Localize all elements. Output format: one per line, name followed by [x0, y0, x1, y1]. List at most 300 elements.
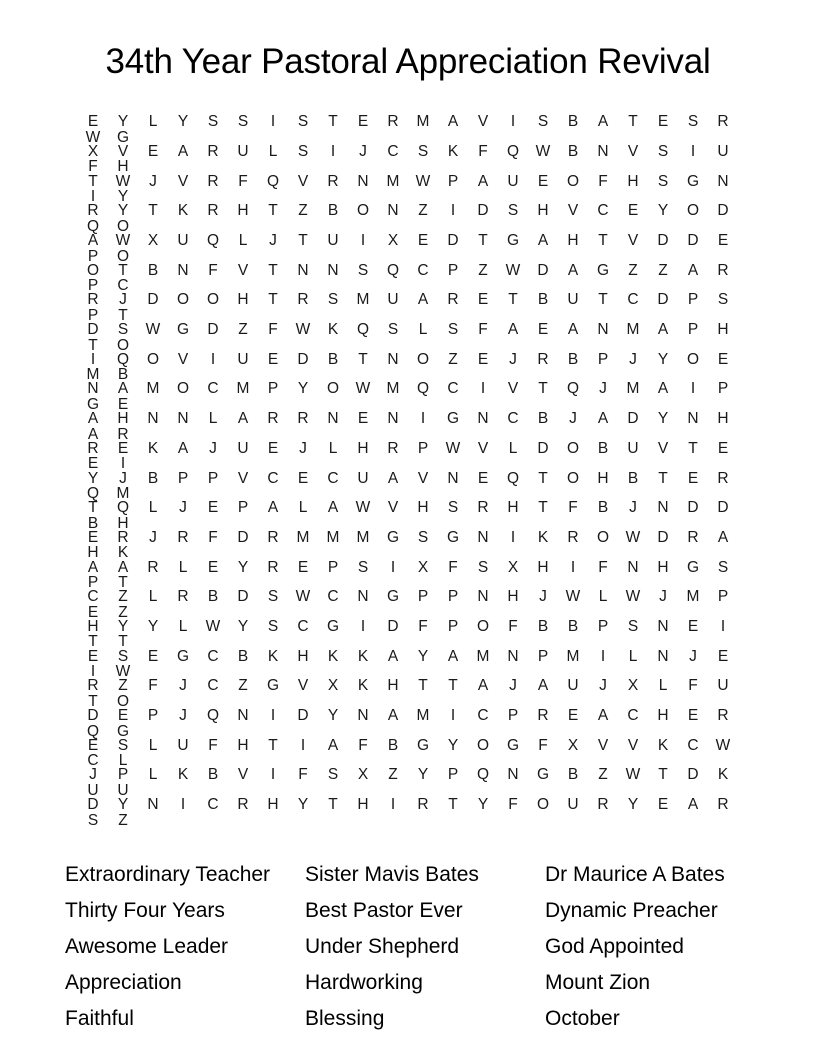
grid-cell[interactable]: E	[537, 172, 549, 190]
grid-cell[interactable]: A	[597, 707, 609, 724]
grid-cell[interactable]: A	[327, 499, 339, 517]
grid-cell[interactable]: N	[477, 588, 489, 606]
grid-cell[interactable]: H	[387, 677, 399, 695]
grid-cell[interactable]: J	[659, 588, 667, 606]
grid-cell[interactable]: V	[657, 439, 669, 457]
grid-cell[interactable]: R	[87, 291, 99, 309]
grid-cell[interactable]: V	[567, 202, 579, 220]
grid-cell[interactable]: T	[298, 232, 308, 249]
grid-cell[interactable]: Y	[117, 202, 129, 220]
grid-cell[interactable]: H	[87, 617, 99, 635]
grid-cell[interactable]: S	[117, 647, 129, 665]
grid-cell[interactable]: Z	[118, 603, 128, 621]
grid-cell[interactable]: A	[567, 321, 579, 339]
grid-cell[interactable]: C	[447, 380, 459, 398]
grid-cell[interactable]: A	[387, 707, 399, 724]
grid-cell[interactable]: E	[417, 232, 429, 249]
grid-cell[interactable]: V	[177, 350, 189, 368]
grid-cell[interactable]: U	[357, 469, 369, 487]
grid-cell[interactable]: B	[207, 766, 219, 784]
grid-cell[interactable]: T	[358, 350, 368, 368]
grid-cell[interactable]: W	[85, 128, 101, 146]
word-list-item[interactable]: Under Shepherd	[305, 934, 460, 958]
grid-cell[interactable]: E	[357, 113, 369, 131]
grid-cell[interactable]: A	[387, 469, 399, 487]
grid-cell[interactable]: H	[537, 202, 549, 220]
grid-cell[interactable]: S	[447, 321, 459, 339]
word-list-item[interactable]: Sister Mavis Bates	[305, 862, 479, 886]
grid-cell[interactable]: M	[416, 707, 430, 724]
grid-cell[interactable]: A	[477, 677, 489, 695]
grid-cell[interactable]: H	[717, 410, 729, 428]
word-list-item[interactable]: Dr Maurice A Bates	[545, 862, 725, 886]
grid-cell[interactable]: O	[566, 469, 580, 487]
grid-cell[interactable]: P	[147, 707, 159, 724]
grid-cell[interactable]: A	[237, 410, 249, 428]
grid-cell[interactable]: Y	[147, 617, 159, 635]
grid-cell[interactable]: Y	[237, 558, 249, 576]
grid-cell[interactable]: R	[447, 291, 459, 309]
grid-cell[interactable]: J	[689, 647, 697, 665]
grid-cell[interactable]: R	[717, 469, 729, 487]
grid-cell[interactable]: T	[118, 574, 128, 592]
grid-cell[interactable]: G	[176, 321, 190, 339]
grid-cell[interactable]: S	[417, 528, 429, 546]
grid-cell[interactable]: R	[687, 528, 699, 546]
grid-cell[interactable]: K	[177, 202, 189, 220]
grid-cell[interactable]: J	[209, 439, 217, 457]
grid-cell[interactable]: I	[120, 455, 126, 473]
grid-cell[interactable]: U	[507, 172, 519, 190]
grid-cell[interactable]: Z	[118, 588, 128, 606]
grid-cell[interactable]: E	[87, 528, 99, 546]
grid-cell[interactable]: C	[627, 291, 639, 309]
grid-cell[interactable]: J	[149, 528, 157, 546]
grid-cell[interactable]: C	[597, 202, 609, 220]
grid-cell[interactable]: C	[207, 796, 219, 814]
grid-cell[interactable]: X	[567, 736, 579, 754]
grid-cell[interactable]: A	[477, 172, 489, 190]
grid-cell[interactable]: G	[116, 128, 130, 146]
grid-cell[interactable]: C	[507, 410, 519, 428]
grid-cell[interactable]: S	[657, 142, 669, 160]
grid-cell[interactable]: H	[117, 410, 129, 428]
grid-cell[interactable]: V	[297, 172, 309, 190]
grid-cell[interactable]: P	[267, 380, 279, 398]
grid-cell[interactable]: Y	[327, 707, 339, 724]
grid-cell[interactable]: C	[87, 752, 99, 770]
grid-cell[interactable]: V	[387, 499, 399, 517]
grid-cell[interactable]: N	[297, 261, 309, 279]
grid-cell[interactable]: J	[179, 707, 187, 724]
grid-cell[interactable]: T	[88, 499, 98, 517]
grid-cell[interactable]: G	[266, 677, 280, 695]
grid-cell[interactable]: N	[657, 499, 669, 517]
grid-cell[interactable]: V	[117, 142, 129, 160]
grid-cell[interactable]: D	[537, 439, 549, 457]
grid-cell[interactable]: D	[537, 261, 549, 279]
grid-cell[interactable]: S	[357, 261, 369, 279]
grid-cell[interactable]: C	[627, 707, 639, 724]
grid-cell[interactable]: E	[267, 350, 279, 368]
grid-cell[interactable]: W	[535, 142, 551, 160]
grid-cell[interactable]: B	[627, 469, 639, 487]
grid-cell[interactable]: D	[687, 499, 699, 517]
grid-cell[interactable]: U	[717, 142, 729, 160]
grid-cell[interactable]: G	[326, 617, 340, 635]
grid-cell[interactable]: A	[447, 647, 459, 665]
grid-cell[interactable]: W	[145, 321, 161, 339]
grid-cell[interactable]: K	[327, 647, 339, 665]
grid-cell[interactable]: P	[87, 574, 99, 592]
grid-cell[interactable]: T	[538, 469, 548, 487]
grid-cell[interactable]: F	[298, 766, 308, 784]
grid-cell[interactable]: K	[357, 677, 369, 695]
grid-cell[interactable]: P	[687, 291, 699, 309]
grid-cell[interactable]: N	[387, 410, 399, 428]
grid-cell[interactable]: R	[717, 796, 729, 814]
grid-cell[interactable]: T	[118, 306, 128, 324]
grid-cell[interactable]: E	[297, 558, 309, 576]
grid-cell[interactable]: J	[599, 677, 607, 695]
grid-cell[interactable]: Z	[118, 677, 128, 695]
grid-cell[interactable]: T	[658, 766, 668, 784]
grid-cell[interactable]: M	[296, 528, 310, 546]
word-list-item[interactable]: Faithful	[65, 1006, 134, 1030]
grid-cell[interactable]: S	[717, 558, 729, 576]
grid-cell[interactable]: F	[568, 499, 578, 517]
grid-cell[interactable]: F	[538, 736, 548, 754]
grid-cell[interactable]: L	[148, 736, 158, 754]
grid-cell[interactable]: R	[417, 796, 429, 814]
grid-cell[interactable]: Q	[506, 469, 520, 487]
grid-cell[interactable]: O	[116, 336, 130, 354]
grid-cell[interactable]: P	[417, 439, 429, 457]
grid-cell[interactable]: B	[117, 366, 129, 384]
grid-cell[interactable]: N	[597, 142, 609, 160]
grid-cell[interactable]: E	[267, 439, 279, 457]
grid-cell[interactable]: E	[627, 202, 639, 220]
grid-cell[interactable]: M	[476, 647, 490, 665]
grid-cell[interactable]: V	[627, 232, 639, 249]
grid-cell[interactable]: X	[147, 232, 159, 249]
grid-cell[interactable]: L	[628, 647, 638, 665]
grid-cell[interactable]: W	[355, 380, 371, 398]
grid-cell[interactable]: D	[657, 528, 669, 546]
grid-cell[interactable]: Y	[657, 410, 669, 428]
grid-cell[interactable]: E	[207, 558, 219, 576]
grid-cell[interactable]: A	[87, 425, 99, 443]
grid-cell[interactable]: P	[717, 380, 729, 398]
grid-cell[interactable]: E	[687, 469, 699, 487]
grid-cell[interactable]: M	[146, 380, 160, 398]
grid-cell[interactable]: F	[688, 677, 698, 695]
grid-cell[interactable]: P	[87, 277, 99, 295]
grid-cell[interactable]: Y	[417, 766, 429, 784]
word-list-item[interactable]: God Appointed	[545, 934, 684, 958]
grid-cell[interactable]: N	[327, 410, 339, 428]
grid-cell[interactable]: S	[87, 811, 99, 829]
grid-cell[interactable]: T	[448, 677, 458, 695]
grid-cell[interactable]: C	[267, 469, 279, 487]
grid-cell[interactable]: Z	[658, 261, 668, 279]
grid-cell[interactable]: N	[447, 469, 459, 487]
grid-cell[interactable]: G	[506, 232, 520, 249]
grid-cell[interactable]: L	[658, 677, 668, 695]
grid-cell[interactable]: N	[627, 558, 639, 576]
grid-cell[interactable]: U	[387, 291, 399, 309]
grid-cell[interactable]: X	[87, 142, 99, 160]
grid-cell[interactable]: H	[717, 321, 729, 339]
grid-cell[interactable]: D	[687, 766, 699, 784]
grid-cell[interactable]: Z	[598, 766, 608, 784]
grid-cell[interactable]: H	[657, 707, 669, 724]
grid-cell[interactable]: L	[178, 617, 188, 635]
grid-cell[interactable]: E	[147, 142, 159, 160]
grid-cell[interactable]: J	[509, 350, 517, 368]
grid-cell[interactable]: N	[387, 350, 399, 368]
grid-cell[interactable]: D	[447, 232, 459, 249]
grid-cell[interactable]: T	[88, 172, 98, 190]
grid-cell[interactable]: V	[177, 172, 189, 190]
grid-cell[interactable]: M	[686, 588, 700, 606]
grid-cell[interactable]: H	[537, 558, 549, 576]
word-list-item[interactable]: Awesome Leader	[65, 934, 229, 958]
grid-cell[interactable]: E	[357, 410, 369, 428]
grid-cell[interactable]: C	[687, 736, 699, 754]
grid-cell[interactable]: W	[625, 528, 641, 546]
grid-cell[interactable]: O	[566, 172, 580, 190]
grid-cell[interactable]: D	[87, 796, 99, 814]
grid-cell[interactable]: R	[117, 528, 129, 546]
grid-cell[interactable]: W	[205, 617, 221, 635]
grid-cell[interactable]: L	[268, 142, 278, 160]
grid-cell[interactable]: H	[417, 499, 429, 517]
grid-cell[interactable]: A	[177, 142, 189, 160]
grid-cell[interactable]: W	[715, 736, 731, 754]
grid-cell[interactable]: F	[238, 172, 248, 190]
grid-cell[interactable]: B	[597, 499, 609, 517]
grid-cell[interactable]: B	[237, 647, 249, 665]
grid-cell[interactable]: N	[357, 588, 369, 606]
grid-cell[interactable]: L	[238, 232, 248, 249]
grid-cell[interactable]: J	[299, 439, 307, 457]
grid-cell[interactable]: G	[506, 736, 520, 754]
grid-cell[interactable]: O	[476, 736, 490, 754]
grid-cell[interactable]: Q	[416, 380, 430, 398]
grid-cell[interactable]: M	[356, 291, 370, 309]
grid-cell[interactable]: P	[207, 469, 219, 487]
grid-cell[interactable]: D	[717, 202, 729, 220]
grid-cell[interactable]: S	[207, 113, 219, 131]
grid-cell[interactable]: A	[327, 736, 339, 754]
grid-cell[interactable]: T	[268, 261, 278, 279]
grid-cell[interactable]: G	[686, 172, 700, 190]
grid-cell[interactable]: R	[717, 261, 729, 279]
grid-cell[interactable]: T	[538, 380, 548, 398]
grid-cell[interactable]: R	[717, 707, 729, 724]
grid-cell[interactable]: D	[477, 202, 489, 220]
grid-cell[interactable]: I	[270, 707, 276, 724]
grid-cell[interactable]: U	[237, 439, 249, 457]
grid-cell[interactable]: C	[207, 647, 219, 665]
grid-cell[interactable]: H	[237, 291, 249, 309]
grid-cell[interactable]: S	[117, 736, 129, 754]
grid-cell[interactable]: V	[627, 736, 639, 754]
grid-cell[interactable]: N	[657, 617, 669, 635]
grid-cell[interactable]: R	[87, 202, 99, 220]
grid-cell[interactable]: N	[507, 647, 519, 665]
grid-cell[interactable]: J	[119, 291, 127, 309]
grid-cell[interactable]: P	[417, 588, 429, 606]
grid-cell[interactable]: U	[117, 781, 129, 799]
grid-cell[interactable]: A	[507, 321, 519, 339]
grid-cell[interactable]: R	[87, 439, 99, 457]
word-list-item[interactable]: Best Pastor Ever	[305, 898, 463, 922]
grid-cell[interactable]: S	[267, 617, 279, 635]
grid-cell[interactable]: O	[596, 528, 610, 546]
grid-cell[interactable]: B	[597, 439, 609, 457]
grid-cell[interactable]: L	[178, 558, 188, 576]
grid-cell[interactable]: L	[148, 499, 158, 517]
grid-cell[interactable]: Q	[86, 217, 100, 235]
grid-cell[interactable]: Y	[117, 617, 129, 635]
grid-cell[interactable]: P	[87, 247, 99, 265]
grid-cell[interactable]: L	[328, 439, 338, 457]
grid-cell[interactable]: E	[717, 439, 729, 457]
grid-cell[interactable]: K	[357, 647, 369, 665]
grid-cell[interactable]: N	[87, 380, 99, 398]
grid-cell[interactable]: N	[507, 766, 519, 784]
grid-cell[interactable]: T	[688, 439, 698, 457]
grid-cell[interactable]: B	[537, 291, 549, 309]
grid-cell[interactable]: X	[327, 677, 339, 695]
grid-cell[interactable]: L	[118, 752, 128, 770]
grid-cell[interactable]: D	[237, 528, 249, 546]
grid-cell[interactable]: O	[566, 439, 580, 457]
grid-cell[interactable]: I	[570, 558, 576, 576]
grid-cell[interactable]: F	[208, 261, 218, 279]
grid-cell[interactable]: B	[87, 514, 99, 532]
grid-cell[interactable]: T	[88, 692, 98, 710]
grid-cell[interactable]: Y	[177, 113, 189, 131]
grid-cell[interactable]: A	[657, 380, 669, 398]
grid-cell[interactable]: L	[148, 766, 158, 784]
grid-cell[interactable]: T	[658, 469, 668, 487]
word-list-item[interactable]: Thirty Four Years	[65, 898, 225, 922]
grid-cell[interactable]: I	[90, 188, 96, 206]
grid-cell[interactable]: J	[149, 172, 157, 190]
grid-cell[interactable]: M	[356, 528, 370, 546]
grid-cell[interactable]: T	[118, 633, 128, 651]
grid-cell[interactable]: G	[386, 588, 400, 606]
grid-cell[interactable]: D	[87, 707, 99, 724]
grid-cell[interactable]: K	[177, 766, 189, 784]
grid-cell[interactable]: M	[236, 380, 250, 398]
grid-cell[interactable]: M	[386, 172, 400, 190]
grid-cell[interactable]: M	[626, 321, 640, 339]
grid-cell[interactable]: S	[237, 113, 249, 131]
grid-cell[interactable]: J	[599, 380, 607, 398]
grid-cell[interactable]: W	[355, 499, 371, 517]
grid-cell[interactable]: S	[627, 617, 639, 635]
grid-cell[interactable]: R	[387, 439, 399, 457]
grid-cell[interactable]: I	[390, 558, 396, 576]
grid-cell[interactable]: W	[625, 588, 641, 606]
grid-cell[interactable]: K	[657, 736, 669, 754]
grid-cell[interactable]: L	[508, 439, 518, 457]
grid-cell[interactable]: C	[297, 617, 309, 635]
grid-cell[interactable]: G	[536, 766, 550, 784]
grid-cell[interactable]: I	[510, 113, 516, 131]
grid-cell[interactable]: Z	[478, 261, 488, 279]
grid-cell[interactable]: F	[478, 321, 488, 339]
grid-cell[interactable]: U	[567, 677, 579, 695]
grid-cell[interactable]: T	[598, 291, 608, 309]
grid-cell[interactable]: T	[448, 796, 458, 814]
grid-cell[interactable]: D	[387, 617, 399, 635]
grid-cell[interactable]: D	[147, 291, 159, 309]
grid-cell[interactable]: R	[597, 796, 609, 814]
grid-cell[interactable]: I	[450, 707, 456, 724]
grid-cell[interactable]: C	[87, 588, 99, 606]
grid-cell[interactable]: R	[177, 588, 189, 606]
grid-cell[interactable]: D	[297, 350, 309, 368]
grid-cell[interactable]: F	[448, 558, 458, 576]
grid-cell[interactable]: L	[148, 113, 158, 131]
grid-cell[interactable]: S	[297, 113, 309, 131]
grid-cell[interactable]: T	[538, 499, 548, 517]
grid-cell[interactable]: E	[717, 350, 729, 368]
grid-cell[interactable]: C	[117, 277, 129, 295]
grid-cell[interactable]: D	[657, 232, 669, 249]
grid-cell[interactable]: K	[537, 528, 549, 546]
grid-cell[interactable]: T	[268, 736, 278, 754]
grid-cell[interactable]: T	[328, 796, 338, 814]
grid-cell[interactable]: B	[537, 617, 549, 635]
grid-cell[interactable]: W	[505, 261, 521, 279]
grid-cell[interactable]: X	[417, 558, 429, 576]
grid-cell[interactable]: B	[327, 202, 339, 220]
grid-cell[interactable]: B	[387, 736, 399, 754]
grid-cell[interactable]: L	[148, 588, 158, 606]
grid-cell[interactable]: H	[267, 796, 279, 814]
grid-cell[interactable]: Y	[297, 380, 309, 398]
grid-cell[interactable]: A	[687, 261, 699, 279]
word-list-item[interactable]: Extraordinary Teacher	[65, 862, 271, 886]
grid-cell[interactable]: E	[657, 796, 669, 814]
grid-cell[interactable]: S	[117, 321, 129, 339]
grid-cell[interactable]: I	[210, 350, 216, 368]
grid-cell[interactable]: G	[176, 647, 190, 665]
grid-cell[interactable]: J	[179, 677, 187, 695]
grid-cell[interactable]: M	[416, 113, 430, 131]
grid-cell[interactable]: Y	[477, 796, 489, 814]
grid-cell[interactable]: Y	[627, 796, 639, 814]
grid-cell[interactable]: Y	[297, 796, 309, 814]
grid-cell[interactable]: O	[416, 350, 430, 368]
grid-cell[interactable]: O	[116, 692, 130, 710]
grid-cell[interactable]: G	[446, 528, 460, 546]
grid-cell[interactable]: N	[477, 410, 489, 428]
grid-cell[interactable]: V	[627, 142, 639, 160]
grid-cell[interactable]: T	[478, 232, 488, 249]
grid-cell[interactable]: W	[565, 588, 581, 606]
grid-cell[interactable]: O	[686, 202, 700, 220]
grid-cell[interactable]: V	[477, 113, 489, 131]
grid-cell[interactable]: I	[510, 528, 516, 546]
grid-cell[interactable]: R	[267, 410, 279, 428]
